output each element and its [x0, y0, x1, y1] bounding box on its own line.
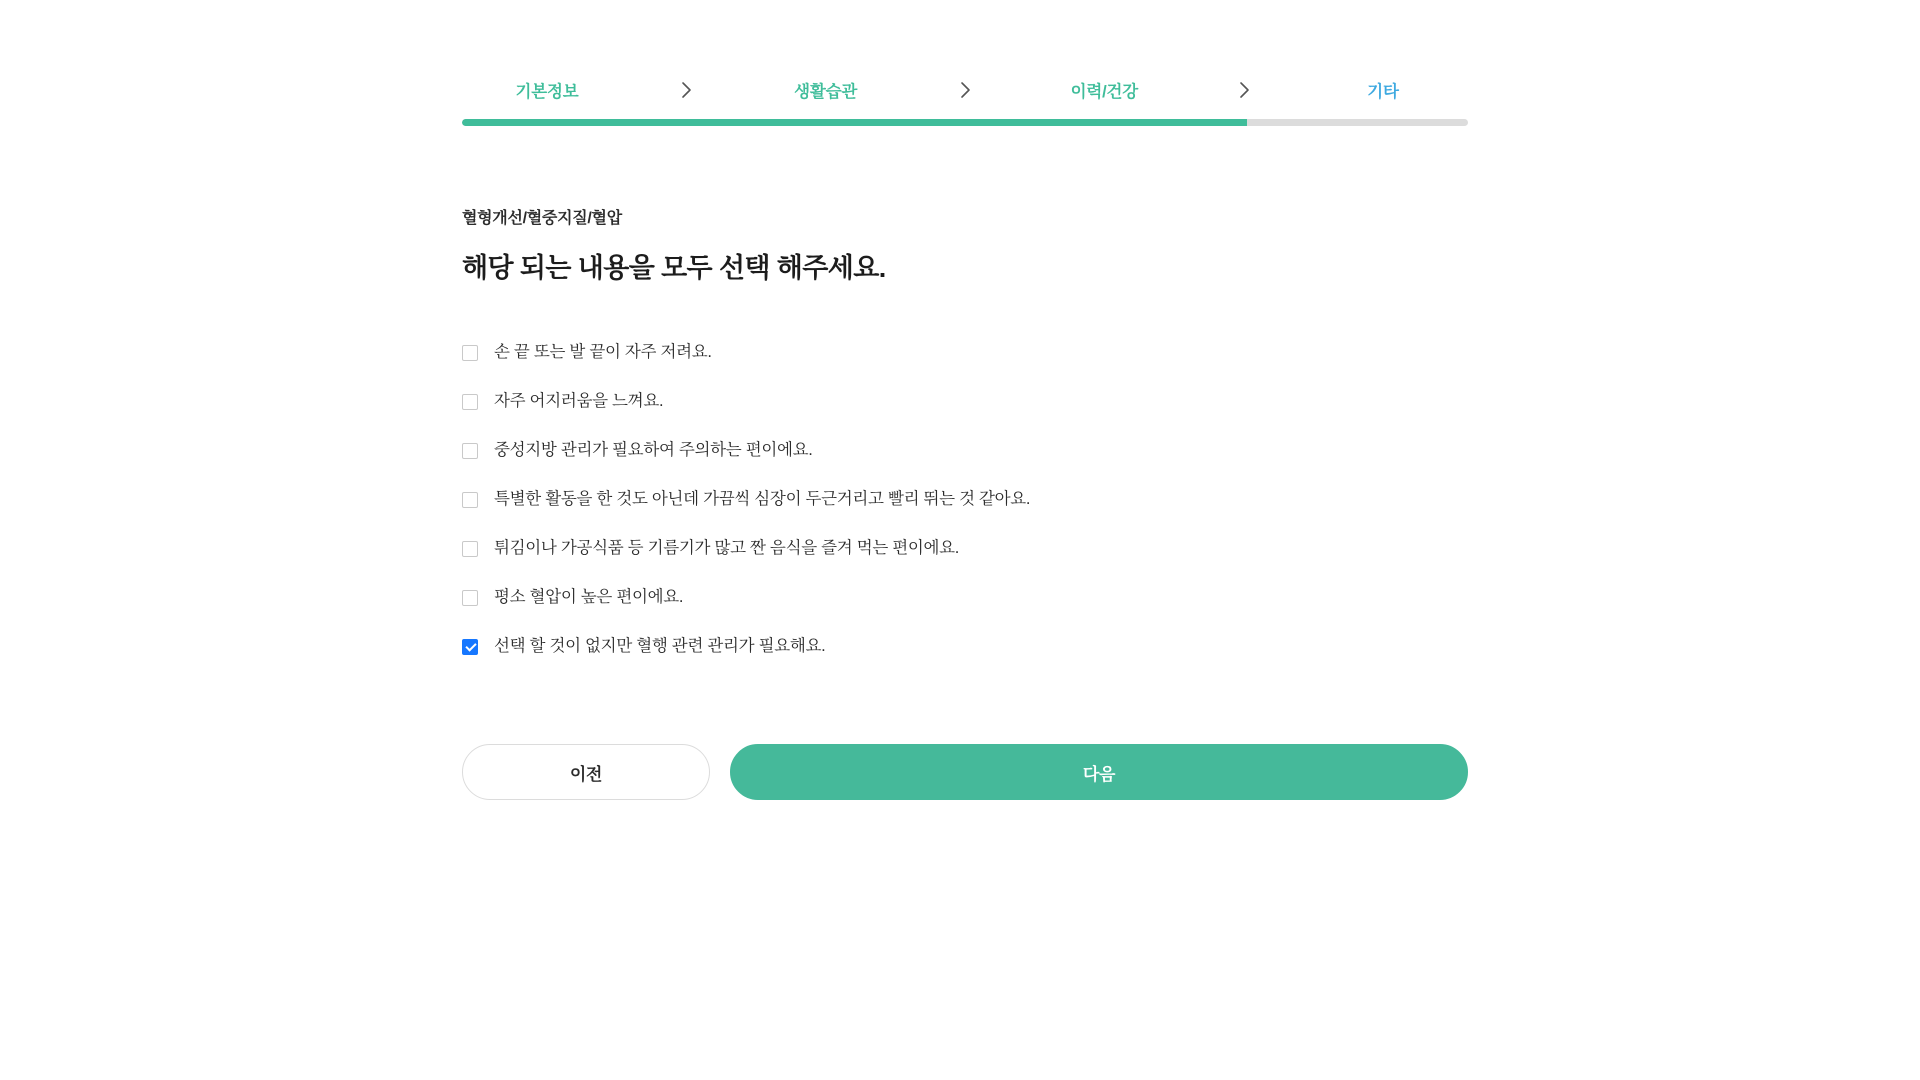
- checkbox-icon[interactable]: [462, 394, 478, 410]
- option-label: 특별한 활동을 한 것도 아닌데 가끔씩 심장이 두근거리고 빨리 뛰는 것 같아요.: [494, 489, 1031, 508]
- checkbox-checked-icon[interactable]: [462, 639, 478, 655]
- checkbox-icon[interactable]: [462, 443, 478, 459]
- option-row[interactable]: [462, 475, 1468, 524]
- page-title: 해당 되는 내용을 모두 선택 해주세요.: [462, 253, 886, 283]
- option-row[interactable]: [462, 426, 1468, 475]
- chevron-right-icon: [675, 79, 697, 101]
- option-row[interactable]: [462, 377, 1468, 426]
- chevron-right-icon: [954, 79, 976, 101]
- checkbox-icon[interactable]: [462, 590, 478, 606]
- option-row[interactable]: [462, 622, 1468, 671]
- form-actions: [462, 744, 1468, 800]
- step-label-1[interactable]: 기본정보: [515, 83, 579, 101]
- step-label-row: [462, 78, 1468, 102]
- step-label-3[interactable]: 이력/건강: [1070, 83, 1138, 101]
- option-label: 선택 할 것이 없지만 혈행 관련 관리가 필요해요.: [494, 636, 826, 655]
- step-label-4[interactable]: 기타: [1367, 83, 1399, 101]
- option-label: 튀김이나 가공식품 등 기름기가 많고 짠 음식을 즐겨 먹는 편이에요.: [494, 538, 960, 557]
- checkbox-icon[interactable]: [462, 541, 478, 557]
- question-category: 혈형개선/혈중지질/혈압: [462, 210, 622, 227]
- option-row[interactable]: [462, 573, 1468, 622]
- option-row[interactable]: [462, 524, 1468, 573]
- checkbox-icon[interactable]: [462, 345, 478, 361]
- chevron-right-icon: [1233, 79, 1255, 101]
- prev-button[interactable]: 이전: [462, 744, 710, 800]
- option-label: 손 끝 또는 발 끝이 자주 저려요.: [494, 342, 712, 361]
- option-row[interactable]: [462, 328, 1468, 377]
- option-list: [462, 328, 1468, 671]
- next-button[interactable]: 다음: [730, 744, 1468, 800]
- checkbox-icon[interactable]: [462, 492, 478, 508]
- step-label-2[interactable]: 생활습관: [794, 83, 858, 101]
- progress-fill: [462, 119, 1247, 126]
- progress-track: [462, 119, 1468, 126]
- option-label: 평소 혈압이 높은 편이에요.: [494, 587, 684, 606]
- question-block: [462, 205, 1468, 285]
- step-progress: [462, 78, 1468, 102]
- option-label: 자주 어지러움을 느껴요.: [494, 391, 664, 410]
- option-label: 중성지방 관리가 필요하여 주의하는 편이에요.: [494, 440, 813, 459]
